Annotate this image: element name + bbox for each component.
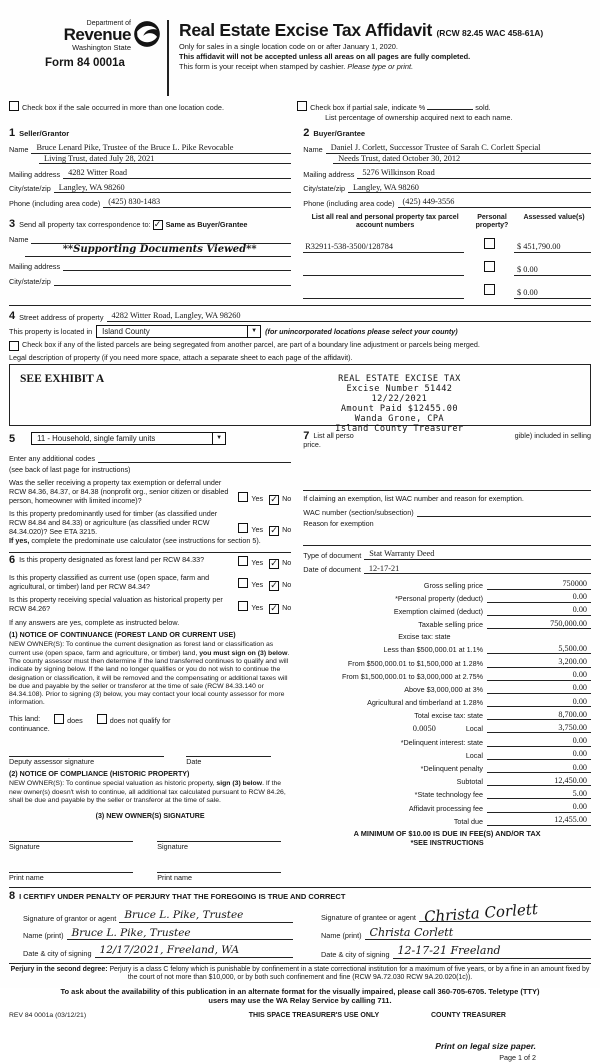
grantee-printname-label: Name (print) — [321, 931, 362, 941]
fee-row — [303, 736, 591, 747]
fee-label: From $1,500,000.01 to $3,000,000 at 2.75% — [341, 671, 483, 681]
fee-value[interactable]: 0.00 — [487, 749, 591, 760]
s6-question2: Is this property classified as current use (open space, farm and agricultural, or timber) land per RCW 84.34? Yes ✓ No — [9, 573, 292, 592]
fee-value[interactable]: 0.00 — [487, 763, 591, 774]
stamp-line: Wanda Grone, CPA — [354, 414, 444, 425]
fee-value[interactable]: 0.00 — [487, 670, 591, 681]
assessed-values-header: Assessed value(s) — [523, 213, 585, 221]
fee-row — [303, 710, 591, 721]
fee-row-local — [303, 723, 591, 734]
partial-sale-option — [297, 101, 585, 122]
price-label: price. — [303, 439, 321, 449]
perjury-note: Perjury in the second degree: Perjury is a class C felony which is punishable by confinement in a state correctional institution for a maximum of five years, or by a fine in an amount fixed by the court of not more than $10,000, or by both such confinement and fine (RCW 9A.72.030 RCW 9A.20.020(1c)). — [9, 963, 591, 982]
seller-mailing-label: Mailing address — [9, 169, 61, 179]
s5q1-no-checkbox[interactable]: ✓ — [270, 495, 278, 506]
form-number: Form 84 0001a — [45, 57, 125, 69]
fee-value[interactable]: 750,000.00 — [487, 619, 591, 630]
fee-value[interactable]: 0.00 — [487, 683, 591, 694]
fee-row — [303, 749, 591, 760]
new-owner-printname-row — [9, 861, 291, 882]
wac-number-field[interactable] — [417, 507, 591, 518]
s5q2-no-checkbox[interactable]: ✓ — [270, 526, 278, 537]
deputy-signature-field[interactable] — [9, 745, 164, 757]
county-select[interactable] — [96, 325, 261, 338]
print-legal-note: Print on legal size paper. — [435, 1040, 536, 1051]
fee-row — [303, 605, 591, 616]
stamp-line: Amount Paid $12455.00 — [340, 404, 458, 415]
subtitle-line1: Only for sales in a single location code on or after January 1, 2020. — [179, 41, 398, 51]
multi-location-label: Check box if the sale occurred in more than one location code. — [22, 103, 224, 112]
parcel-assessed-value[interactable]: $ 451,790.00 — [514, 242, 591, 253]
fee-value[interactable]: 0.00 — [487, 802, 591, 813]
grantor-signature-field[interactable]: Bruce L. Pike, Trustee — [119, 909, 293, 923]
grantor-datecity-field[interactable]: 12/17/2021, Freeland, WA — [95, 944, 293, 958]
treasurer-space-label: THIS SPACE TREASURER'S USE ONLY — [248, 1011, 380, 1019]
buyer-phone-field[interactable]: (425) 449-3556 — [398, 197, 591, 208]
fee-value[interactable]: 5,500.00 — [487, 644, 591, 655]
revenue-wordmark: Revenue — [63, 25, 131, 44]
stamp-line: 12/22/2021 — [371, 394, 428, 405]
same-as-buyer-checkbox[interactable]: ✓ — [153, 219, 162, 230]
partial-sale-percent-field[interactable] — [427, 109, 473, 110]
additional-codes-label: Enter any additional codes — [9, 453, 95, 463]
dept-of-label: Department of — [86, 20, 131, 27]
fee-value[interactable]: 12,450.00 — [487, 776, 591, 787]
grantee-printname-field[interactable]: Christa Corlett — [365, 926, 591, 941]
s5-question1: Was the seller receiving a property tax exemption or deferral under RCW 84.36, 84.37, or 84.38 (nonprofit org., senior citizen or disabled person, homeowner with limited income)? Yes ✓ No — [9, 478, 292, 506]
correspondence-mailing-field[interactable] — [63, 261, 291, 272]
notice1-body: NEW OWNER(S): To continue the current designation as forest land or classification as current use (open space, farm and agriculture, or timber) land, you must sign on (3) below. The county assessor must then determine if the land transferred continues to qualify and will indicate by signing below. If the land no longer qualifies or you do not wish to continue the designation or classification, it will be removed and the compensating or additional taxes will be due and payable by the seller or transferor at the time of sale (RCW 84.33.140 or 84.34.108). Prior to signing (3) below, you may contact your local county assessor for more information. — [9, 641, 290, 707]
property-class-value: 11 - Household, single family units — [37, 434, 156, 444]
parcel-assessed-value[interactable]: $ 0.00 — [514, 265, 591, 276]
fee-row — [303, 657, 591, 668]
notice1-title: (1) NOTICE OF CONTINUANCE (FOREST LAND OR CURRENT USE) — [9, 631, 236, 640]
personal-property-header: Personal property? — [475, 213, 509, 229]
buyer-city-field[interactable]: Langley, WA 98260 — [348, 183, 591, 194]
fee-label: Gross selling price — [423, 580, 483, 590]
fee-value[interactable]: 5.00 — [487, 789, 591, 800]
parcel-table-header — [303, 214, 591, 230]
exemption-note: If claiming an exemption, list WAC number and reason for exemption. — [303, 494, 524, 504]
additional-codes-field[interactable] — [98, 452, 291, 463]
parcel1-personal-checkbox[interactable] — [484, 238, 495, 249]
personal-property-list-field[interactable] — [303, 479, 591, 491]
segregated-label: Check box if any of the listed parcels are being segregated from another parcel, are part of a boundary line adjustment or parcels being merged. — [22, 339, 480, 349]
legal-description-text: SEE EXHIBIT A — [20, 373, 105, 386]
deputy-assessor-row — [9, 745, 291, 766]
multi-location-option — [9, 101, 297, 122]
segregated-checkbox[interactable] — [9, 341, 19, 351]
county-select-value: Island County — [102, 326, 150, 336]
land-does-not-checkbox[interactable] — [97, 714, 107, 724]
buyer-city-label: City/state/zip — [303, 184, 346, 193]
parcel-number-field[interactable] — [303, 265, 464, 276]
section-divider — [9, 552, 291, 553]
header-divider — [167, 20, 169, 96]
section2-header: 2 Buyer/Grantee — [303, 127, 366, 139]
section7-header: 7 List all perso gible) included in selling — [303, 430, 591, 443]
if-yes-note: If yes, complete the predominate use calculator (see instructions for section 5). — [9, 536, 261, 546]
dor-logo-icon — [133, 20, 161, 53]
doc-type-field[interactable]: Stat Warranty Deed — [364, 549, 591, 560]
grantee-signature-label: Signature of grantee or agent — [321, 912, 416, 922]
subtitle-line2: This affidavit will not be accepted unless all areas on all pages are fully completed. — [179, 51, 471, 61]
grantor-datecity-label: Date & city of signing — [23, 948, 92, 958]
fee-label: Total due — [453, 816, 483, 826]
new-owner-signature-row — [9, 830, 291, 851]
property-class-select[interactable] — [31, 432, 226, 445]
parcel-numbers-header: List all real and personal property tax parcel account numbers — [311, 213, 459, 229]
seller-city-label: City/state/zip — [9, 184, 51, 193]
new-owner-signature-field[interactable] — [157, 830, 281, 842]
fee-value[interactable]: 12,455.00 — [487, 815, 591, 826]
correspondence-mailing-label: Mailing address — [9, 262, 61, 271]
partial-sale-label: Check box if partial sale, indicate % — [310, 103, 426, 112]
legal-description-label: Legal description of property (if you need more space, attach a separate sheet to each page of the affidavit). — [9, 352, 353, 362]
seller-mailing-field[interactable]: 4282 Witter Road — [63, 168, 291, 179]
fee-value[interactable]: 0.00 — [487, 736, 591, 747]
buyer-name-label: Name — [303, 144, 323, 154]
alternate-format-note: To ask about the availability of this publication in an alternate format for the visually impaired, please call 360-705-6705. Teletype (TTY) users may use the WA Relay Service by calling 711. — [60, 986, 540, 1005]
fee-label: Taxable selling price — [418, 620, 483, 630]
signature-label: Signature — [157, 842, 188, 852]
grantee-datecity-field[interactable]: 12-17-21 Freeland — [393, 944, 591, 959]
fee-label: *Delinquent penalty — [420, 764, 483, 774]
s5q1-yes-checkbox[interactable] — [238, 492, 248, 502]
fee-value[interactable]: 0.00 — [487, 592, 591, 603]
grantor-printname-field[interactable]: Bruce L. Pike, Trustee — [67, 927, 293, 941]
parcel3-personal-checkbox[interactable] — [484, 284, 495, 295]
s6q3-no-checkbox[interactable]: ✓ — [270, 603, 278, 614]
partial-sale-checkbox[interactable] — [297, 101, 307, 111]
fee-label: *Personal property (deduct) — [395, 593, 483, 603]
fee-label: Less than $500,000.01 at 1.1% — [383, 645, 483, 655]
fee-label: *State technology fee — [414, 790, 483, 800]
fee-value[interactable]: 0.00 — [487, 697, 591, 708]
see-instructions-note: *SEE INSTRUCTIONS — [410, 837, 484, 847]
seller-city-field[interactable]: Langley, WA 98260 — [54, 183, 291, 194]
see-back-note: (see back of last page for instructions) — [9, 464, 131, 474]
seller-phone-field[interactable]: (425) 830-1483 — [103, 197, 291, 208]
fee-value[interactable]: 8,700.00 — [487, 710, 591, 721]
s6q3-yes-checkbox[interactable] — [238, 601, 248, 611]
chevron-down-icon[interactable]: ▼ — [247, 326, 260, 337]
fee-value[interactable]: 3,200.00 — [487, 657, 591, 668]
buyer-phone-label: Phone (including area code) — [303, 198, 395, 208]
county-treasurer-label: COUNTY TREASURER — [431, 1011, 506, 1019]
deputy-date-label: Date — [186, 757, 202, 767]
parcel-number-field[interactable] — [303, 288, 464, 299]
section-divider — [303, 545, 591, 546]
doc-date-label: Date of document — [303, 565, 361, 575]
ownership-percentage-note: List percentage of ownership acquired next to each name. — [325, 113, 513, 122]
parcel-row — [303, 258, 591, 276]
correspondence-label: Send all property tax correspondence to: — [19, 219, 151, 229]
fee-label: Local — [465, 724, 483, 734]
correspondence-city-label: City/state/zip — [9, 276, 51, 286]
buyer-name-field[interactable]: Daniel J. Corlett, Successor Trustee of Sarah C. Corlett Special — [326, 143, 591, 154]
s6q2-yes-checkbox[interactable] — [238, 578, 248, 588]
chevron-down-icon[interactable]: ▼ — [212, 433, 225, 444]
notice2-title: (2) NOTICE OF COMPLIANCE (HISTORIC PROPERTY) — [9, 770, 190, 779]
parcel-row — [303, 281, 591, 299]
land-qualify-row: This land: does does not qualify for — [9, 713, 171, 725]
parcel-assessed-value[interactable]: $ 0.00 — [514, 288, 591, 299]
parcel-row — [303, 235, 591, 253]
fee-row — [303, 579, 591, 590]
fee-row — [303, 619, 591, 630]
header — [9, 20, 591, 96]
seller-grantor-title: Seller/Grantor — [19, 129, 70, 138]
fee-label: *Delinquent interest: state — [400, 737, 483, 747]
fee-row — [303, 644, 591, 655]
fee-row — [303, 802, 591, 813]
supporting-documents-stamp: **Supporting Documents Viewed** — [62, 244, 257, 255]
page-number: Page 1 of 2 — [499, 1052, 536, 1062]
buyer-grantee-title: Buyer/Grantee — [313, 129, 366, 138]
s6-question1: 6 Is this property designated as forest land per RCW 84.33? Yes ✓ No — [9, 554, 292, 569]
street-address-field[interactable]: 4282 Witter Road, Langley, WA 98260 — [107, 311, 592, 322]
fee-label: From $500,000.01 to $1,500,000 at 1.28% — [347, 658, 483, 668]
treasurer-stamp — [259, 374, 539, 434]
correspondence-name-label: Name — [9, 235, 29, 244]
fee-label: Local — [465, 750, 483, 760]
new-owner-signature-field[interactable] — [9, 830, 133, 842]
fee-label: Total excise tax: state — [414, 711, 483, 721]
new-owner-printname-field[interactable] — [9, 861, 133, 873]
partial-sale-sold-label: sold. — [475, 103, 491, 112]
same-as-buyer-label: Same as Buyer/Grantee — [165, 219, 248, 229]
s5-question2: Is this property predominantly used for timber (as classified under RCW 84.84 and 84.33) or agriculture (as classified under RCW 84.34.020)? See ETA 3215. Yes ✓ No — [9, 509, 292, 537]
correspondence-city-field[interactable] — [54, 275, 291, 286]
rcw-reference: (RCW 82.45 WAC 458-61A) — [436, 28, 544, 38]
fee-value[interactable]: 0.00 — [487, 605, 591, 616]
stamp-line: Excise Number 51442 — [346, 384, 453, 395]
section8-header: 8 I CERTIFY UNDER PENALTY OF PERJURY THAT THE FOREGOING IS TRUE AND CORRECT — [9, 887, 591, 902]
county-note: (for unincorporated locations please select your county) — [265, 326, 458, 336]
buyer-mailing-field[interactable]: 5276 Wilkinson Road — [357, 168, 591, 179]
form-content: Department of Revenue Washington State Form 84 0001a Real Estate Excise Tax Affidavit (RCW 82.45 WAC 458-61A) Only for sales in a single location code on or after January 1, 2020. This affidavit will not be accepted unless all areas on all pages are fully completed. This form is your receipt when stamped by cashier. Please type or print. Check box if the sale occurred in more than one location code. Check box if partial sale, indicate % sold. List percentage of ownership acquired next to each name. 1 Seller/Grantor Name Bruce Lenard Pike, Trustee of the Bruce L. Pike Revocable Living Trust, dated July 28, 2021 Mailing address 4282 Witter Road City/state/zip Langley, WA 98260 Phone (including area code) (425) 830-1483 3 Send all property tax correspondence to: ✓ Same as Buyer/Grantee Name **Supporting Documents Viewed** Mailing address City/state/zip 2 Buyer/Grantee Name Daniel J. Corlett, Successor Trustee of Sarah C. Corlett Special Needs Trust, dated October 30, 2012 Mailing address 5276 Wilkinson Road City/state/zip Langley, WA 98260 Phone (including area code) (425) 449-3556 List all real and personal property tax parcel account numbers Personal property? Assessed value(s) R32911-538-3500/128784 $ 451,790.00 $ 0.00 $ 0.00 4 Street address of property 4282 Witter Road, Langley, WA 98260 This property is located in Island County ▼ (for unincorporated locations please select your county) Check box if any of the listed parcels are being segregated from another parcel, are part of a boundary line adjustment or parcels being merged. Legal description of property (if you need more space, attach a separate sheet to each page of the affidavit). SEE EXHIBIT A REAL ESTATE EXCISE TAX Excise Number 51442 12/22/2021 Amount Paid $12455.00 Wanda Grone, CPA Island County Treasurer 5 11 - Household, single family units ▼ Enter any additional codes (see back of last page for instructions) Was the seller receiving a property tax exemption or deferral under RCW 84.36, 84.37, or 84.38 (nonprofit org., senior citizen or disabled person, homeowner with limited income)? Yes ✓ No Is this property predominantly used for timber (as classified under RCW 84.84 and 84.33) or agriculture (as classified under RCW 84.34.020)? See ETA 3215. Yes ✓ No If yes, complete the predominate use calculator (see instructions for section 5). 6 Is this property designated as forest land per RCW 84.33? Yes ✓ No Is this property classified as current use (open space, farm and agricultural, or timber) land per RCW 84.34? Yes ✓ No Is this property receiving special valuation as historical property per RCW 84.26? Yes ✓ No If any answers are yes, complete as instructed below. (1) NOTICE OF CONTINUANCE (FOREST LAND OR CURRENT USE) NEW OWNER(S): To continue the current designation as forest land or classification as current use (open space, farm and agriculture, or timber) land, you must sign on (3) below. The county assessor must then determine if the land transferred continues to qualify and will indicate by signing below. If the land no longer qualifies or you do not wish to continue the designation or classification, it will be removed and the compensating or additional taxes will be due and payable by the seller or transferor at the time of sale (RCW 84.33.140 or 84.34.108). Prior to signing (3) below, you may contact your local county assessor for more information. This land: does does not qualify for continuance. Deputy assessor signature Date (2) NOTICE OF COMPLIANCE (HISTORIC PROPERTY) NEW OWNER(S): To continue special valuation as historic property, sign (3) below. If the new owner(s) doesn't wish to continue, all additional tax calculated pursuant to RCW 84.26, shall be due and payable by the seller or transferor at the time of sale. (3) NEW OWNER(S) SIGNATURE Signature Signature Print name Print name 7 List all perso gible) included in selling price. If claiming an exemption, list WAC number and reason for exemption. WAC number (section/subsection) Reason for exemption Type of document Stat Warranty Deed Date of document 12-17-21 Gross selling price 750000 *Personal property (deduct) 0.00 Exemption claimed (deduct) 0.00 Taxable selling price 750,000.00 Excise tax: state Less than $500,000.01 at 1.1% 5,500.00 From $500,000.01 to $1,500,000 at 1.28% 3,200.00 From $1,500,000.01 to $3,000,000 at 2.75% 0.00 Above $3,000,000 at 3% 0.00 Agricultural and timberland at 1.28% 0.00 Total excise tax: state 8,700.00 0.0050 Local 3,750.00 *Delinquent interest: state 0.00 Local 0.00 *Delinquent penalty 0.00 Subtotal 12,450.00 *State technology fee 5.00 Affidavit processing fee 0.00 Total due 12,455.00 A MINIMUM OF $10.00 IS DUE IN FEE(S) AND/OR TAX *SEE INSTRUCTIONS 8 I CERTIFY UNDER PENALTY OF PERJURY THAT THE FOREGOING IS TRUE AND CORRECT Signature of grantor or agent Bruce L. Pike, Trustee Name (print) Bruce L. Pike, Trustee Date & city of signing 12/17/2021, Freeland, WA Signature of grantee or agent Christa Corlett Name (print) Christa Corlett Date & city of signing 12-17-21 Freeland Perjury in the second degree: Perjury is a class C felony which is punishable by confinement in a state correctional institution for a maximum of five years, or by a fine in an amount fixed by the court of not more than $10,000, or by both such confinement and fine (RCW 9A.72.030 RCW 9A.20.020(1c)). To ask about the availability of this publication in an alternate format for the visually impaired, please call 360-705-6705. Teletype (TTY) users may use the WA Relay Service by calling 711. REV 84 0001a (03/12/21) THIS SPACE TREASURER'S USE ONLY COUNTY TREASURER Print on legal size paper. Page 1 of 2 — [9, 20, 591, 1062]
print-name-label: Print name — [157, 873, 192, 883]
deputy-date-field[interactable] — [186, 745, 271, 757]
fee-row — [303, 697, 591, 708]
fee-row — [303, 789, 591, 800]
stamp-line: REAL ESTATE EXCISE TAX — [338, 374, 461, 385]
page-title: Real Estate Excise Tax Affidavit — [179, 20, 433, 40]
grantor-signing-block — [9, 903, 293, 959]
s5q2-yes-checkbox[interactable] — [238, 523, 248, 533]
parcel2-personal-checkbox[interactable] — [484, 261, 495, 272]
fee-label: Affidavit processing fee — [408, 803, 483, 813]
s6-question3: Is this property receiving special valuation as historical property per RCW 84.26? Yes ✓ No — [9, 595, 292, 614]
s6q1-yes-checkbox[interactable] — [238, 556, 248, 566]
grantee-signing-block — [307, 900, 591, 959]
fee-row — [303, 763, 591, 774]
buyer-mailing-label: Mailing address — [303, 169, 355, 179]
grantee-datecity-label: Date & city of signing — [321, 949, 390, 959]
seller-name-label: Name — [9, 144, 29, 154]
notice2-body: NEW OWNER(S): To continue special valuation as historic property, sign (3) below. If the new owner(s) doesn't wish to continue, all additional tax calculated pursuant to RCW 84.26, shall be due and payable by the seller or transferor at the time of sale. — [9, 780, 286, 804]
rev-form-id: REV 84 0001a (03/12/21) — [9, 1011, 87, 1019]
new-owner-printname-field[interactable] — [157, 861, 281, 873]
land-does-checkbox[interactable] — [54, 714, 64, 724]
dor-logo — [9, 20, 161, 96]
doc-date-field[interactable]: 12-17-21 — [364, 564, 591, 575]
fee-label: Exemption claimed (deduct) — [393, 606, 483, 616]
buyer-name-field-line2[interactable]: Needs Trust, dated October 30, 2012 — [333, 154, 591, 165]
fee-row — [303, 592, 591, 603]
fee-value[interactable]: 3,750.00 — [487, 723, 591, 734]
seller-name-field-line2[interactable]: Living Trust, dated July 28, 2021 — [39, 154, 291, 165]
continuance-label: continuance. — [9, 723, 50, 733]
fee-row — [303, 815, 591, 826]
street-address-label: Street address of property — [19, 312, 104, 322]
grantor-printname-label: Name (print) — [23, 931, 64, 941]
fee-value[interactable]: 750000 — [487, 579, 591, 590]
print-name-label: Print name — [9, 873, 44, 883]
section4: 4 Street address of property 4282 Witter Road, Langley, WA 98260 This property is located in Island County ▼ (for unincorporated locations please select your county) Check box if any of the listed parcels are being segregated from another parcel, are part of a boundary line adjustment or parcels being merged. Legal description of property (if you need more space, attach a separate sheet to each page of the affidavit). SEE EXHIBIT A REAL ESTATE EXCISE TAX Excise Number 51442 12/22/2021 Amount Paid $12455.00 Wanda Grone, CPA Island County Treasurer — [9, 305, 591, 427]
deputy-signature-label: Deputy assessor signature — [9, 757, 95, 767]
parcel-number-field[interactable]: R32911-538-3500/128784 — [303, 242, 464, 253]
fee-row — [303, 776, 591, 787]
stamp-line: Island County Treasurer — [335, 424, 464, 435]
certify-statement: I CERTIFY UNDER PENALTY OF PERJURY THAT THE FOREGOING IS TRUE AND CORRECT — [19, 892, 346, 902]
fee-label: Subtotal — [456, 777, 483, 787]
fee-row — [303, 670, 591, 681]
washington-state-label: Washington State — [72, 43, 131, 52]
multi-location-checkbox[interactable] — [9, 101, 19, 111]
seller-phone-label: Phone (including area code) — [9, 198, 101, 208]
wac-number-label: WAC number (section/subsection) — [303, 508, 414, 518]
signature-label: Signature — [9, 842, 40, 852]
grantee-signature-field[interactable]: Christa Corlett — [419, 909, 591, 922]
section3-header: 3 Send all property tax correspondence to: ✓ Same as Buyer/Grantee — [9, 217, 248, 230]
this-land-label: This land: — [9, 713, 41, 723]
minimum-due-note: A MINIMUM OF $10.00 IS DUE IN FEE(S) AND/OR TAX — [353, 828, 541, 838]
seller-name-field[interactable]: Bruce Lenard Pike, Trustee of the Bruce L. Pike Revocable — [31, 143, 291, 154]
located-in-label: This property is located in — [9, 326, 93, 336]
local-rate-value: 0.0050 — [412, 724, 436, 734]
treasurer-row — [9, 1012, 591, 1019]
reason-exemption-label: Reason for exemption — [303, 519, 374, 529]
fee-label: Above $3,000,000 at 3% — [404, 684, 483, 694]
fee-label: Agricultural and timberland at 1.28% — [367, 698, 483, 708]
section1-header: 1 Seller/Grantor — [9, 127, 70, 139]
s6q1-no-checkbox[interactable]: ✓ — [270, 559, 278, 569]
s6q2-no-checkbox[interactable]: ✓ — [270, 581, 278, 592]
grantor-signature-label: Signature of grantor or agent — [23, 913, 117, 923]
top-checkbox-row — [9, 101, 591, 122]
new-owners-signature-title: (3) NEW OWNER(S) SIGNATURE — [95, 812, 205, 821]
excise-tax-state-header: Excise tax: state — [398, 632, 451, 642]
fee-row — [303, 683, 591, 694]
if-any-yes-note: If any answers are yes, complete as instructed below. — [9, 617, 180, 627]
correspondence-name-field[interactable] — [31, 234, 291, 245]
doc-type-label: Type of document — [303, 550, 362, 560]
subtitle-line3: This form is your receipt when stamped by cashier. Please type or print. — [179, 61, 414, 71]
print-note-block — [9, 1041, 591, 1062]
